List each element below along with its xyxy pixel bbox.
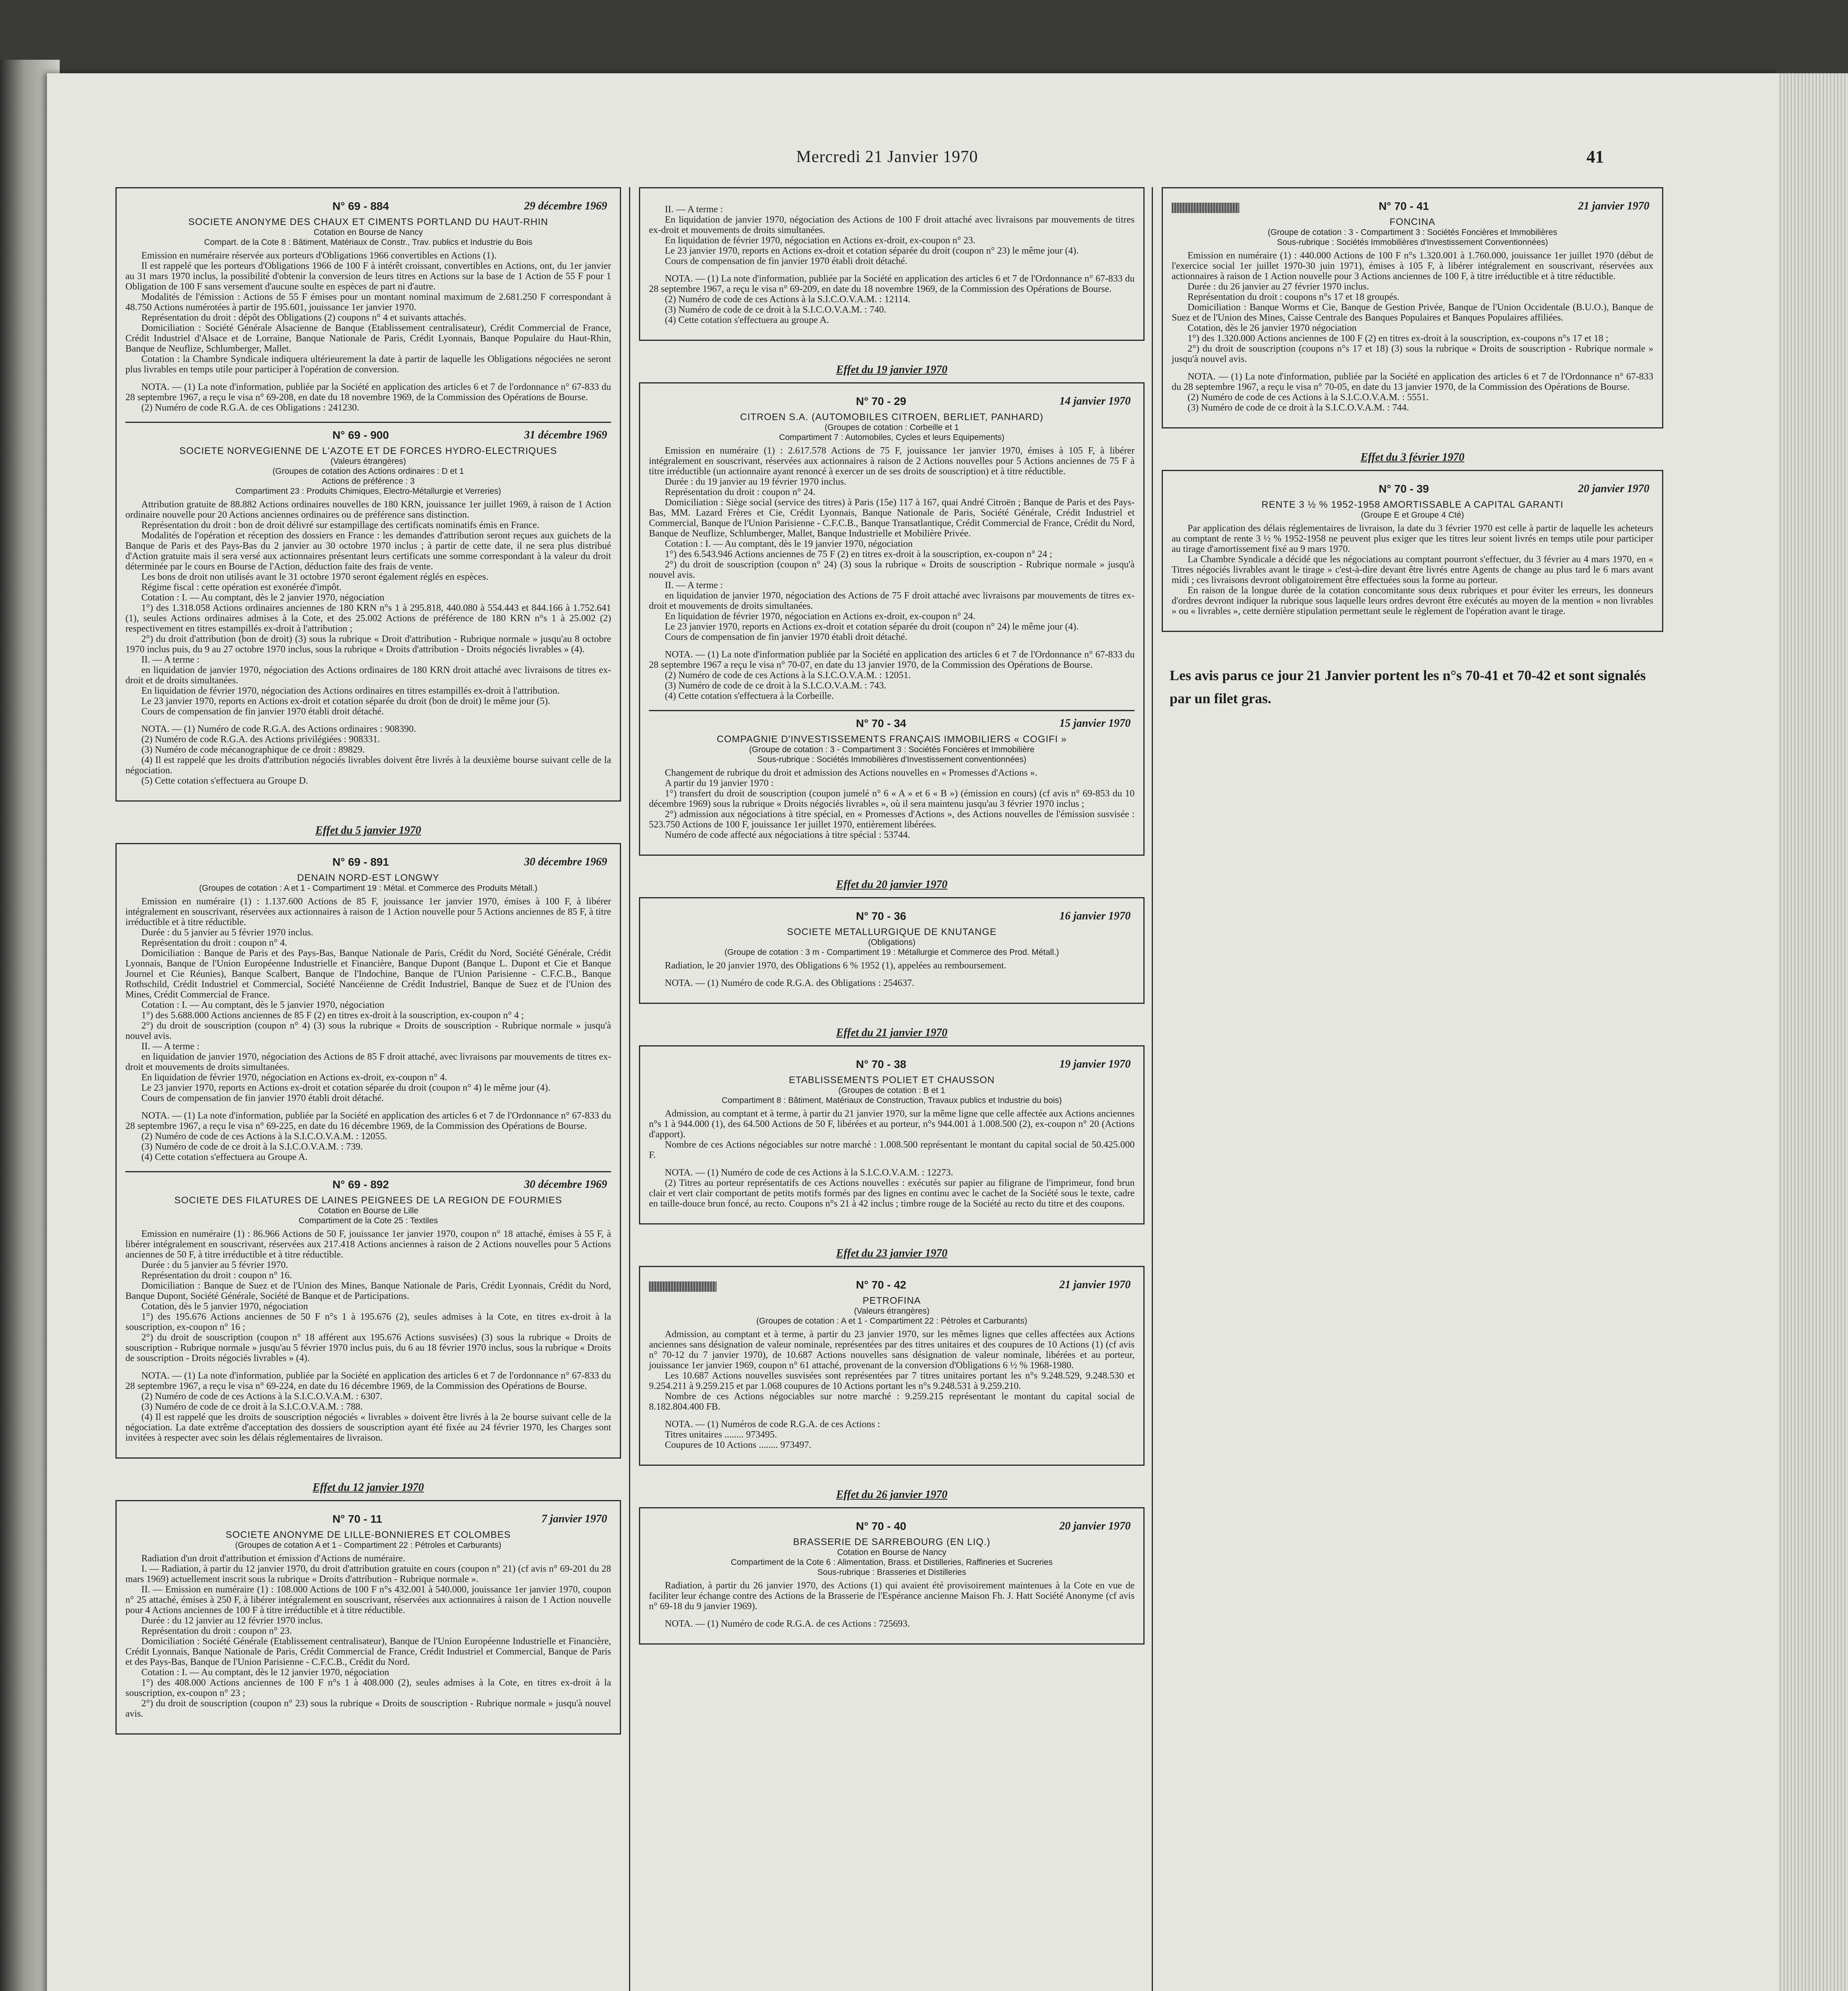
notice-number-row: [649, 396, 1135, 411]
cotation-group: Cotation en Bourse de Lille: [318, 1206, 419, 1215]
notice-number-row: [649, 718, 1135, 733]
notice-paragraph: II. — A terme :: [141, 655, 199, 665]
notice-number: N° 70 - 11: [332, 1513, 382, 1525]
company-name: SOCIETE ANONYME DES CHAUX ET CIMENTS PORTLAND DU HAUT-RHIN: [188, 217, 548, 227]
heavy-rule-mark: [649, 1281, 717, 1292]
column-1: [115, 187, 621, 1735]
notice-paragraph: Emission en numéraire (1) : 440.000 Actions de 100 F n°s 1.320.001 à 1.760.000, jouissance 1er juillet 1970 (début de l'exercice social 1er juillet 1970-30 juin 1971), émises à 105 F, à libérer intégralement en souscrivant, réservées aux actionnaires à raison de 1 Action nouvelle pour 3 Actions anciennes de 100 F, à titre irréductible et à titre réductible.: [1172, 250, 1653, 282]
notice-entry: [649, 711, 1135, 849]
page-number: 41: [1586, 147, 1604, 166]
notice-paragraph: A partir du 19 janvier 1970 :: [665, 778, 774, 788]
summary-notice: Les avis parus ce jour 21 Janvier portent les n°s 70-41 et 70-42 et sont signalés par un filet gras.: [1170, 667, 1646, 706]
notice-entry: [649, 1514, 1135, 1638]
nota-line: NOTA. — (1) La note d'information, publiée par la Société en application des articles 6 et 7 de l'Ordonnance n° 67-833 du 28 septembre 1967, a reçu le visa n° 69-225, en date du 16 décembre 1969, de la Commission des Opérations de Bourse.: [125, 1111, 611, 1131]
company-name: SOCIETE METALLURGIQUE DE KNUTANGE: [787, 927, 997, 937]
notice-date: 19 janvier 1970: [1059, 1058, 1131, 1070]
effet-heading: Effet du 3 février 1970: [1360, 451, 1465, 464]
notice-body: [649, 446, 1135, 642]
notice-box: [639, 897, 1145, 1004]
notice-paragraph: Numéro de code affecté aux négociations à titre spécial : 53744.: [665, 830, 910, 840]
notice-paragraph: Nombre de ces Actions négociables sur notre marché : 1.008.500 représentant le montant du capital social de 50.425.000 F.: [649, 1140, 1135, 1160]
notice-paragraph: Représentation du droit : bon de droit délivré sur estampillage des certificats nominatifs émis en France.: [141, 520, 539, 530]
notice-paragraph: en liquidation de janvier 1970, négociation des Actions de 85 F droit attaché, avec livraisons par mouvements de titres ex-droit et mouvements de droits simultanées.: [125, 1052, 611, 1072]
notice-paragraph: Représentation du droit : coupon n° 24.: [665, 487, 816, 497]
nota-line: (2) Numéro de code de ces Actions à la S.I.C.O.V.A.M. : 5551.: [1188, 392, 1429, 403]
nota-line: (3) Numéro de code de ce droit à la S.I.C.O.V.A.M. : 788.: [141, 1402, 363, 1412]
column-rule: [1152, 187, 1153, 1991]
notice-paragraph: Domiciliation : Banque de Paris et des Pays-Bas, Banque Nationale de Paris, Crédit du Nord, Société Générale, Crédit Lyonnais, Banque de l'Union Européenne Industrielle et Financière, Banque Dupont (Banque L. Dupont et Cie et Banque Journel et Cie Réunies), Banque Scalbert, Banque de l'Indochine, Banque de l'Union Parisienne - C.F.C.B., Banque Rothschild, Crédit Industriel et Commercial, Société Nancéienne de Crédit Industriel, Banque de Suez et de l'Union des Mines, Crédit Commercial de France.: [125, 948, 611, 1000]
notice-paragraph: Les bons de droit non utilisés avant le 31 octobre 1970 seront également réglés en espèces.: [141, 572, 488, 582]
notice-paragraph: 2°) admission aux négociations à titre spécial, en « Promesses d'Actions », des Actions nouvelles de l'émission susvisée : 523.750 Actions de 100 F, jouissance 1er juillet 1970, entièrement libérées.: [649, 809, 1135, 830]
notice-body: [125, 250, 611, 375]
notice-paragraph: Emission en numéraire (1) : 1.137.600 Actions de 85 F, jouissance 1er janvier 1970, émises à 100 F, à libérer intégralement en souscrivant, réservées aux actionnaires à raison de 1 Action nouvelle pour 5 Actions anciennes de 85 F, à titre irréductible et à titre réductible.: [125, 896, 611, 927]
notice-number: N° 69 - 891: [332, 856, 389, 868]
cotation-group: (Valeurs étrangères): [330, 457, 406, 466]
notice-number: N° 70 - 38: [856, 1058, 906, 1070]
nota-line: (2) Titres au porteur représentatifs de ces Actions nouvelles : exécutés sur papier au filigrane de l'imprimeur, fond brun clair et vert clair comportant de petits motifs formés par des lignes en continu avec le cachet de la Société sous le texte, cadre en taille-douce brun foncé, au recto. Coupons n°s 21 à 42 inclus ; timbre rouge de la Société au recto du titre et des coupons.: [649, 1178, 1135, 1209]
notice-paragraph: Domiciliation : Société Générale Alsacienne de Banque (Etablissement centralisateur), Crédit Commercial de France, Crédit Industriel d'Alsace et de Lorraine, Banque Nationale de Paris, Crédit Lyonnais, Banque Populaire du Haut-Rhin, Banque de Neuflize, Schlumberger, Mallet.: [125, 323, 611, 354]
notice-number-row: [1172, 201, 1653, 215]
notice-date: 31 décembre 1969: [524, 429, 607, 441]
notice-paragraph: en liquidation de janvier 1970, négociation des Actions de 75 F droit attaché avec livraisons par mouvements de titres ex-droit et mouvements de droits simultanées.: [649, 591, 1135, 611]
notice-notes: [125, 382, 611, 413]
notice-paragraph: Domiciliation : Siège social (service des titres) à Paris (15e) 117 à 167, quai André Citroën ; Banque de Paris et des Pays-Bas, MM. Lazard Frères et Cie, Crédit Lyonnais, Banque Nationale de Paris, Société Générale, Crédit Industriel et Commercial, Banque de l'Union Parisienne - C.F.C.B., Banque Transatlantique, Crédit Commercial de France, Crédit du Nord, Banque de Neuflize, Schlumberger, Mallet, Banque Industrielle et Mobilière Privée.: [649, 497, 1135, 539]
effet-heading: Effet du 20 janvier 1970: [836, 878, 947, 891]
nota-line: (4) Cette cotation s'effectuera au Groupe A.: [141, 1152, 308, 1162]
notice-body: [649, 204, 1135, 266]
notice-paragraph: 1°) des 408.000 Actions anciennes de 100 F n°s 1 à 408.000 (2), seules admises à la Cote, en titres ex-droit à la souscription, ex-coupon n° 23 ;: [125, 1678, 611, 1698]
nota-line: (3) Numéro de code de ce droit à la S.I.C.O.V.A.M. : 739.: [141, 1142, 363, 1152]
page-stack-edge: [1779, 73, 1848, 1991]
notice-paragraph: Durée : du 5 janvier au 5 février 1970 inclus.: [141, 927, 313, 938]
notice-number-row: [125, 1179, 611, 1194]
nota-line: (2) Numéro de code de ces Actions à la S.I.C.O.V.A.M. : 12055.: [141, 1131, 387, 1142]
notice-box: [115, 1500, 621, 1735]
nota-line: NOTA. — (1) Numéro de code de ces Actions à la S.I.C.O.V.A.M. : 12273.: [665, 1168, 953, 1178]
notice-paragraph: 2°) du droit de souscription (coupon n° 24) (3) sous la rubrique « Droits de souscription - Rubrique normale » jusqu'à nouvel avis.: [649, 559, 1135, 580]
company-name: SOCIETE NORVEGIENNE DE L'AZOTE ET DE FORCES HYDRO-ELECTRIQUES: [179, 446, 557, 456]
cotation-group: (Groupe de cotation : 3 - Compartiment 3 : Sociétés Foncières et Immobilière: [749, 745, 1035, 754]
notice-paragraph: Cotation : la Chambre Syndicale indiquera ultérieurement la date à partir de laquelle les Obligations négociées ne seront plus livrables en temps utile pour participer à l'opération de conversion.: [125, 354, 611, 375]
cotation-group: Cotation en Bourse de Nancy: [313, 228, 423, 237]
notice-paragraph: II. — A terme :: [665, 580, 723, 591]
notice-entry: [649, 1273, 1135, 1459]
notice-notes: [125, 724, 611, 786]
notice-paragraph: En raison de la longue durée de la cotation concomitante sous deux rubriques et pour éviter les erreurs, les donneurs d'ordres devront indiquer la rubrique sous laquelle leurs ordres devront être exécutés au moyen de la mention « non livrables » ou « livrables », cette dernière stipulation permettant seule le règlement de l'opération avant le tirage.: [1172, 585, 1653, 616]
notice-paragraph: En liquidation de février 1970, négociation en Actions ex-droit, ex-coupon n° 4.: [141, 1072, 447, 1083]
notice-notes: [649, 649, 1135, 701]
notice-entry: [125, 423, 611, 795]
notice-paragraph: en liquidation de janvier 1970, négociation des Actions ordinaires de 180 KRN droit attaché avec livraisons de titres ex-droit et de droits simultanées.: [125, 665, 611, 686]
notice-number-row: [649, 911, 1135, 925]
notice-box: [639, 382, 1145, 856]
notice-paragraph: Représentation du droit : coupons n°s 17 et 18 groupés.: [1188, 292, 1400, 302]
cotation-group: (Groupes de cotation : A et 1 - Compartiment 19 : Métal. et Commerce des Produits Métall.): [199, 884, 537, 893]
notice-notes: [649, 978, 1135, 988]
notice-entry: [125, 1507, 611, 1728]
notice-paragraph: 2°) du droit de souscription (coupon n° 23) sous la rubrique « Droits de souscription - Rubrique normale » jusqu'à nouvel avis.: [125, 1698, 611, 1719]
company-name: SOCIETE DES FILATURES DE LAINES PEIGNEES DE LA REGION DE FOURMIES: [174, 1195, 563, 1206]
notice-number: N° 70 - 34: [856, 717, 906, 730]
notice-body: [649, 1580, 1135, 1612]
nota-line: (5) Cette cotation s'effectuera au Groupe D.: [141, 776, 309, 786]
cotation-group: Sous-rubrique : Brasseries et Distilleries: [817, 1568, 966, 1577]
notice-paragraph: Représentation du droit : coupon n° 23.: [141, 1626, 292, 1636]
effet-heading: Effet du 12 janvier 1970: [313, 1481, 424, 1494]
notice-paragraph: Changement de rubrique du droit et admission des Actions nouvelles en « Promesses d'Actions ».: [665, 768, 1037, 778]
cotation-group: Compartiment 23 : Produits Chimiques, Electro-Métallurgie et Verreries): [235, 487, 501, 496]
cotation-group: Compartiment 8 : Bâtiment, Matériaux de Construction, Travaux publics et Industrie du bois): [721, 1096, 1062, 1105]
notice-number-row: [649, 1521, 1135, 1535]
notice-box: [1162, 470, 1663, 632]
cotation-group: (Groupes de cotation A et 1 - Compartiment 22 : Pétroles et Carburants): [235, 1541, 502, 1550]
notice-box: [639, 187, 1145, 341]
notice-paragraph: Modalités de l'opération et réception des dossiers en France : les demandes d'attribution seront reçues aux guichets de la Banque de Paris et des Pays-Bas du 2 janvier au 30 octobre 1970 inclus ; à partir de cette date, il ne sera plus distribué d'Action gratuite mais il sera versé aux actionnaires présentant leurs certificats une somme correspondant à la valeur du droit déterminée par le cours en Bourse de l'Action, déduction faite des frais de vente.: [125, 530, 611, 572]
nota-line: (3) Numéro de code de ce droit à la S.I.C.O.V.A.M. : 744.: [1188, 403, 1409, 413]
notice-paragraph: En liquidation de février 1970, négociation des Actions ordinaires en titres estampillés ex-droit à l'attribution.: [141, 686, 560, 696]
notice-box: [115, 187, 621, 802]
notice-paragraph: Cours de compensation de fin janvier 1970 établi droit détaché.: [665, 256, 908, 266]
notice-entry: [649, 904, 1135, 997]
notice-number: N° 70 - 40: [856, 1520, 906, 1532]
nota-line: NOTA. — (1) Numéros de code R.G.A. de ces Actions :: [665, 1419, 880, 1430]
notice-date: 15 janvier 1970: [1059, 717, 1131, 730]
notice-body: [649, 1329, 1135, 1412]
notice-entry: [649, 389, 1135, 711]
notice-paragraph: Durée : du 5 janvier au 5 février 1970.: [141, 1260, 288, 1270]
cotation-group: (Groupe de cotation : 3 m - Compartiment 19 : Métallurgie et Commerce des Prod. Métall.): [724, 948, 1059, 957]
notice-body: [649, 768, 1135, 840]
nota-line: NOTA. — (1) La note d'information, publiée par la Société en application des articles 6 et 7 de l'ordonnance n° 67-833 du 28 septembre 1967, a reçu le visa n° 69-224, en date du 16 décembre 1969, de la Commission des Opérations de Bourse.: [125, 1371, 611, 1391]
nota-line: (2) Numéro de code de ces Actions à la S.I.C.O.V.A.M. : 6307.: [141, 1391, 383, 1402]
notice-date: 14 janvier 1970: [1059, 395, 1131, 407]
notice-body: [1172, 250, 1653, 364]
notice-paragraph: 2°) du droit de souscription (coupon n° 4) (3) sous la rubrique « Droits de souscription - Rubrique normale » jusqu'à nouvel avis.: [125, 1021, 611, 1041]
nota-line: (3) Numéro de code de ce droit à la S.I.C.O.V.A.M. : 743.: [665, 681, 887, 691]
notice-date: 21 janvier 1970: [1059, 1279, 1131, 1291]
notice-paragraph: Cotation : I. — Au comptant, dès le 2 janvier 1970, négociation: [141, 593, 385, 603]
notice-paragraph: Le 23 janvier 1970, reports en Actions ex-droit et cotation séparée du droit (coupon n° 24) le même jour (4).: [665, 622, 1079, 632]
notice-number: N° 69 - 900: [332, 429, 389, 441]
notice-paragraph: 2°) du droit de souscription (coupon n° 18 afférent aux 195.676 Actions susvisées) (3) sous la rubrique « Droits de souscription - Rubrique normale » jusqu'au 5 février 1970 inclus puis, du 6 au 18 février 1970 inclus, sous la rubrique « Droits de souscription - Droits négociés livrables » (4).: [125, 1332, 611, 1363]
notice-body: [125, 896, 611, 1103]
cotation-group: Actions de préférence : 3: [322, 477, 415, 486]
notice-paragraph: Cours de compensation de fin janvier 1970 établi droit détaché.: [141, 1093, 384, 1103]
notice-number: N° 70 - 42: [856, 1279, 906, 1291]
cotation-group: (Groupe de cotation : 3 - Compartiment 3 : Sociétés Foncières et Immobilières: [1268, 228, 1557, 237]
cotation-group: (Valeurs étrangères): [854, 1306, 930, 1316]
notice-entry: [125, 1172, 611, 1452]
notice-paragraph: Domiciliation : Société Générale (Etablissement centralisateur), Banque de l'Union Européenne Industrielle et Financière, Crédit Lyonnais, Banque Nationale de Paris, Crédit Commercial de France, Crédit Industriel et Commercial, Banque de Paris et des Pays-Bas, Banque de l'Union Parisienne - C.F.C.B., Crédit du Nord.: [125, 1636, 611, 1667]
notice-date: 20 janvier 1970: [1059, 1520, 1131, 1532]
company-name: BRASSERIE DE SARREBOURG (EN LIQ.): [793, 1537, 990, 1547]
notice-number-row: [125, 201, 611, 215]
notice-paragraph: 1°) des 1.320.000 Actions anciennes de 100 F (2) en titres ex-droit à la souscription, ex-coupons n°s 17 et 18 ;: [1188, 333, 1608, 344]
notice-paragraph: En liquidation de février 1970, négociation en Actions ex-droit, ex-coupon n° 24.: [665, 611, 976, 622]
nota-line: (2) Numéro de code de ces Actions à la S.I.C.O.V.A.M. : 12114.: [665, 294, 910, 305]
notice-paragraph: I. — Radiation, à partir du 12 janvier 1970, du droit d'attribution gratuite en cours (coupon n° 21) (cf avis n° 69-201 du 28 mars 1969) actuellement inscrit sous la rubrique « Droits d'attribution - Rubrique normale ».: [125, 1564, 611, 1584]
nota-line: NOTA. — (1) La note d'information, publiée par la Société en application des articles 6 et 7 de l'Ordonnance n° 67-833 du 28 septembre 1967, a reçu le visa n° 70-05, en date du 13 janvier 1970, de la Commission des Opérations de Bourse.: [1172, 372, 1653, 392]
effet-heading: Effet du 26 janvier 1970: [836, 1488, 947, 1501]
notice-paragraph: 1°) des 1.318.058 Actions ordinaires anciennes de 180 KRN n°s 1 à 295.818, 440.080 à 554.443 et 844.166 à 1.752.641 (1), seules Actions ordinaires admises à la Cote, et des 25.002 Actions de préférence de 180 KRN n°s 1 à 25.002 (2) respectivement en titres estampillés ex-droit à l'attribution ;: [125, 603, 611, 634]
heavy-rule-mark: [1172, 203, 1239, 213]
notice-paragraph: Cotation, dès le 5 janvier 1970, négociation: [141, 1301, 308, 1312]
notice-paragraph: Cotation : I. — Au comptant, dès le 12 janvier 1970, négociation: [141, 1667, 389, 1678]
notice-date: 30 décembre 1969: [524, 1178, 607, 1191]
notice-paragraph: II. — Emission en numéraire (1) : 108.000 Actions de 100 F n°s 432.001 à 540.000, jouissance 1er janvier 1970, coupon n° 25 attaché, émises à 250 F, à libérer intégralement en souscrivant, réservées aux actionnaires à raison de 1 Action nouvelle pour 4 Actions anciennes de 100 F à titre irréductible et à titre réductible.: [125, 1584, 611, 1615]
cotation-group: (Groupes de cotation : Corbeille et 1: [824, 423, 959, 432]
notice-date: 16 janvier 1970: [1059, 910, 1131, 922]
notice-paragraph: Par application des délais réglementaires de livraison, la date du 3 février 1970 est celle à partir de laquelle les acheteurs au comptant de rente 3 ½ % 1952-1958 ne peuvent plus exiger que les titres leur soient livrés en temps utile pour participer au tirage d'amortissement fixé au 9 mars 1970.: [1172, 523, 1653, 554]
cotation-group: Sous-rubrique : Sociétés Immobilières d'Investissement conventionnées): [757, 755, 1027, 764]
notice-number: N° 70 - 29: [856, 395, 906, 407]
notice-number-row: [125, 430, 611, 444]
notice-notes: [125, 1111, 611, 1162]
nota-line: (4) Cette cotation s'effectuera au groupe A.: [665, 315, 829, 325]
notice-paragraph: En liquidation de février 1970, négociation en Actions ex-droit, ex-coupon n° 23.: [665, 235, 976, 246]
notice-notes: [1172, 372, 1653, 413]
notice-box: [639, 1045, 1145, 1224]
nota-line: (4) Cette cotation s'effectuera à la Corbeille.: [665, 691, 834, 701]
notice-box: [115, 843, 621, 1459]
notice-paragraph: Le 23 janvier 1970, reports en Actions ex-droit et cotation séparée du droit (coupon n° 4) le même jour (4).: [141, 1083, 551, 1093]
notice-paragraph: 1°) des 5.688.000 Actions anciennes de 85 F (2) en titres ex-droit à la souscription, ex-coupon n° 4 ;: [141, 1010, 524, 1021]
notice-paragraph: Représentation du droit : coupon n° 4.: [141, 938, 287, 948]
company-name: DENAIN NORD-EST LONGWY: [297, 872, 440, 883]
notice-paragraph: Admission, au comptant et à terme, à partir du 21 janvier 1970, sur la même ligne que celle affectée aux Actions anciennes n°s 1 à 944.000 (1), des 64.500 Actions de 50 F, libérées et au porteur, n°s 944.001 à 1.008.500 (2), ex-coupon n° 20 (Actions d'apport).: [649, 1109, 1135, 1140]
notice-date: 7 janvier 1970: [541, 1513, 607, 1525]
notice-paragraph: 2°) du droit d'attribution (bon de droit) (3) sous la rubrique « Droit d'attribution - Rubrique normale » jusqu'au 8 octobre 1970 inclus puis, du 9 au 27 octobre 1970 inclus, sous la rubrique « Droits d'attribution - Droits négociés livrables » (4).: [125, 634, 611, 655]
notice-paragraph: Cours de compensation de fin janvier 1970 établi droit détaché.: [665, 632, 908, 642]
notice-date: 30 décembre 1969: [524, 856, 607, 868]
cotation-group: Cotation en Bourse de Nancy: [837, 1548, 947, 1557]
notice-notes: [125, 1371, 611, 1443]
notice-date: 21 janvier 1970: [1578, 200, 1649, 212]
column-2: [639, 187, 1145, 1645]
cotation-group: (Obligations): [868, 938, 916, 947]
notice-paragraph: 1°) des 6.543.946 Actions anciennes de 75 F (2) en titres ex-droit à la souscription, ex-coupon n° 24 ;: [665, 549, 1052, 559]
effet-heading: Effet du 5 janvier 1970: [315, 824, 421, 837]
notice-entry: [649, 194, 1135, 334]
notice-entry: [649, 1052, 1135, 1218]
notice-body: [125, 1229, 611, 1363]
notice-paragraph: Régime fiscal : cette opération est exonérée d'impôt.: [141, 582, 342, 593]
column-3: [1162, 187, 1663, 710]
nota-line: (2) Numéro de code de ces Actions à la S.I.C.O.V.A.M. : 12051.: [665, 670, 911, 681]
nota-line: NOTA. — (1) La note d'information, publiée par la Société en application des articles 6 et 7 de l'ordonnance n° 67-833 du 28 septembre 1967, a reçu le visa n° 69-208, en date du 18 novembre 1969, de la Commission des Opérations de Bourse.: [125, 382, 611, 403]
notice-number-row: [125, 1514, 611, 1528]
nota-line: (4) Il est rappelé que les droits de souscription négociés « livrables » doivent être livrés à la 2e bourse suivant celle de la négociation. La date extrême d'acceptation des dossiers de souscription ayant été fixée au 24 février 1970, les Charges sont invitées à respecter avec soin les délais réglementaires de livraison.: [125, 1412, 611, 1443]
notice-paragraph: 1°) transfert du droit de souscription (coupon jumelé n° 6 « A » et 6 « B ») (émission en cours) (cf avis n° 69-853 du 10 décembre 1969) sous la rubrique « Droits négociés livrables », où il sera maintenu jusqu'au 3 février 1970 inclus ;: [649, 788, 1135, 809]
notice-paragraph: Cours de compensation de fin janvier 1970 établi droit détaché.: [141, 706, 384, 717]
notice-paragraph: Admission, au comptant et à terme, à partir du 23 janvier 1970, sur les mêmes lignes que celles affectées aux Actions anciennes sans désignation de valeur nominale, représentées par des titres unitaires et des coupures de 10 Actions (1) (cf avis n° 70-12 du 7 janvier 1970), de 10.687 Actions nouvelles sans désignation de valeur nominale, libérées et au porteur, jouissance 1er janvier 1969, coupon n° 61 attaché, provenant de la conversion d'Obligations 6 ½ % 1968-1980.: [649, 1329, 1135, 1371]
company-name: RENTE 3 ½ % 1952-1958 AMORTISSABLE A CAPITAL GARANTI: [1261, 499, 1564, 510]
running-header-date: Mercredi 21 Janvier 1970: [796, 148, 978, 166]
notice-paragraph: En liquidation de janvier 1970, négociation des Actions de 100 F droit attaché avec livraisons par mouvements de titres ex-droit et mouvements de droits simultanées.: [649, 215, 1135, 235]
notice-number-row: [1172, 484, 1653, 498]
notice-paragraph: Représentation du droit : dépôt des Obligations (2) coupons n° 4 et suivants attachés.: [141, 313, 467, 323]
notice-number-row: [649, 1059, 1135, 1074]
cotation-group: Sous-rubrique : Sociétés Immobilières d'Investissement Conventionnées): [1277, 238, 1548, 247]
cotation-group: (Groupes de cotation : A et 1 - Compartiment 22 : Pétroles et Carburants): [756, 1316, 1028, 1326]
notice-paragraph: Domiciliation : Banque de Suez et de l'Union des Mines, Banque Nationale de Paris, Crédit Lyonnais, Crédit du Nord, Banque Dupont, Société Générale, Société de Banque et de Participations.: [125, 1281, 611, 1301]
notice-notes: [649, 1168, 1135, 1209]
notice-entry: [1172, 477, 1653, 625]
notice-paragraph: II. — A terme :: [141, 1041, 199, 1052]
notice-paragraph: Représentation du droit : coupon n° 16.: [141, 1270, 292, 1281]
cotation-group: (Groupes de cotation des Actions ordinaires : D et 1: [272, 467, 464, 476]
notice-entry: [1172, 194, 1653, 422]
company-name: ETABLISSEMENTS POLIET ET CHAUSSON: [789, 1075, 995, 1085]
effet-heading: Effet du 23 janvier 1970: [836, 1247, 947, 1260]
notice-body: [1172, 523, 1653, 616]
notice-number: N° 69 - 892: [332, 1178, 389, 1191]
notice-paragraph: 1°) des 195.676 Actions anciennes de 50 F n°s 1 à 195.676 (2), seules admises à la Cote, en titres ex-droit à la souscription, ex-coupon n° 16 ;: [125, 1312, 611, 1332]
column-rule: [629, 187, 630, 1991]
nota-line: NOTA. — (1) La note d'information, publiée par la Société en application des articles 6 et 7 de l'Ordonnance n° 67-833 du 28 septembre 1967, a reçu le visa n° 69-209, en date du 18 novembre 1969, de la Commission des Opérations de Bourse.: [649, 274, 1135, 294]
nota-line: (4) Il est rappelé que les droits d'attribution négociés livrables doivent être livrés à la deuxième bourse suivant celle de la négociation.: [125, 755, 611, 776]
notice-paragraph: Durée : du 19 janvier au 19 février 1970 inclus.: [665, 477, 846, 487]
cotation-group: Compart. de la Cote 8 : Bâtiment, Matériaux de Constr., Trav. publics et Industrie du Bois: [204, 238, 533, 247]
notice-number-row: [125, 857, 611, 871]
notice-paragraph: 2°) du droit de souscription (coupons n°s 17 et 18) (3) sous la rubrique « Droits de souscription - Rubrique normale » jusqu'à nouvel avis.: [1172, 344, 1653, 364]
notice-notes: [649, 274, 1135, 325]
notice-paragraph: Cotation : I. — Au comptant, dès le 19 janvier 1970, négociation: [665, 539, 913, 549]
nota-line: NOTA. — (1) Numéro de code R.G.A. des Actions ordinaires : 908390.: [141, 724, 416, 734]
notice-paragraph: Radiation, le 20 janvier 1970, des Obligations 6 % 1952 (1), appelées au remboursement.: [665, 960, 1006, 971]
notice-paragraph: Cotation : I. — Au comptant, dès le 5 janvier 1970, négociation: [141, 1000, 385, 1010]
notice-paragraph: Domiciliation : Banque Worms et Cie, Banque de Gestion Privée, Banque de l'Union Occidentale (B.U.O.), Banque de Suez et de l'Union des Mines, Caisse Centrale des Banques Populaires et Banques Populaires affiliées.: [1172, 302, 1653, 323]
nota-line: (2) Numéro de code R.G.A. de ces Obligations : 241230.: [141, 403, 359, 413]
notice-number: N° 70 - 41: [1379, 200, 1429, 212]
notice-paragraph: Nombre de ces Actions négociables sur notre marché : 9.259.215 représentant le montant du capital social de 8.182.804.400 FB.: [649, 1391, 1135, 1412]
nota-line: NOTA. — (1) Numéro de code R.G.A. des Obligations : 254637.: [665, 978, 914, 988]
nota-line: (3) Numéro de code mécanographique de ce droit : 89829.: [141, 745, 365, 755]
cotation-group: Compartiment de la Cote 6 : Alimentation, Brass. et Distilleries, Raffineries et Sucreries: [731, 1558, 1053, 1567]
nota-line: Coupures de 10 Actions ........ 973497.: [665, 1440, 811, 1450]
notice-number-row: [649, 1280, 1135, 1294]
notice-box: [1162, 187, 1663, 428]
nota-line: NOTA. — (1) La note d'information publiée par la Société en application des articles 6 et 7 de l'Ordonnance n° 67-833 du 28 septembre 1967 a reçu le visa n° 70-07, en date du 13 janvier 1970, de la Commission des Opérations de Bourse.: [649, 649, 1135, 670]
nota-line: NOTA. — (1) Numéro de code R.G.A. de ces Actions : 725693.: [665, 1619, 910, 1629]
notice-paragraph: Emission en numéraire (1) : 2.617.578 Actions de 75 F, jouissance 1er janvier 1970, émises à 105 F, à libérer intégralement en souscrivant, réservées aux actionnaires à raison de 2 Actions nouvelles pour 5 Actions anciennes de 75 F à titre irréductible (un actionnaire ayant renoncé à exercer un de ses droits de souscription) et à titre réductible.: [649, 446, 1135, 477]
notice-paragraph: Cotation, dès le 26 janvier 1970 négociation: [1188, 323, 1357, 333]
company-name: COMPAGNIE D'INVESTISSEMENTS FRANÇAIS IMMOBILIERS « COGIFI »: [717, 734, 1067, 745]
notice-paragraph: Durée : du 12 janvier au 12 février 1970 inclus.: [141, 1615, 323, 1626]
cotation-group: (Groupe E et Groupe 4 Cté): [1361, 510, 1464, 520]
nota-line: (2) Numéro de code R.G.A. des Actions privilégiées : 908331.: [141, 734, 380, 745]
effet-heading: Effet du 19 janvier 1970: [836, 364, 947, 376]
nota-line: Titres unitaires ........ 973495.: [665, 1430, 777, 1440]
company-name: SOCIETE ANONYME DE LILLE-BONNIERES ET COLOMBES: [225, 1529, 511, 1540]
notice-number: N° 69 - 884: [332, 200, 389, 212]
notice-notes: [649, 1619, 1135, 1629]
notice-paragraph: Emission en numéraire réservée aux porteurs d'Obligations 1966 convertibles en Actions (1).: [141, 250, 497, 261]
notice-paragraph: Radiation, à partir du 26 janvier 1970, des Actions (1) qui avaient été provisoirement maintenues à la Cote en vue de faciliter leur échange contre des Actions de la Brasserie de l'Espérance ancienne Maison Fh. J. Hatt Société Anonyme (cf avis n° 69-18 du 9 janvier 1969).: [649, 1580, 1135, 1612]
notice-box: [639, 1507, 1145, 1645]
cotation-group: (Groupes de cotation : B et 1: [838, 1086, 945, 1095]
notice-entry: [125, 850, 611, 1172]
notice-paragraph: Durée : du 26 janvier au 27 février 1970 inclus.: [1188, 282, 1369, 292]
cotation-group: Compartiment 7 : Automobiles, Cycles et leurs Equipements): [779, 433, 1005, 442]
notice-body: [649, 960, 1135, 971]
company-name: PETROFINA: [862, 1295, 921, 1306]
notice-paragraph: Le 23 janvier 1970, reports en Actions ex-droit et cotation séparée du droit (coupon n° 23) le même jour (4).: [665, 246, 1079, 256]
notice-box: [639, 1266, 1145, 1466]
notice-paragraph: Attribution gratuite de 88.882 Actions ordinaires nouvelles de 180 KRN, jouissance 1er juillet 1969, à raison de 1 Action ordinaire nouvelle pour 20 Actions anciennes ordinaires ou de préférence sans distinction.: [125, 499, 611, 520]
notice-date: 29 décembre 1969: [524, 200, 607, 212]
notice-number: N° 70 - 39: [1379, 483, 1429, 495]
effet-heading: Effet du 21 janvier 1970: [836, 1027, 947, 1039]
notice-paragraph: Les 10.687 Actions nouvelles susvisées sont représentées par 7 titres unitaires portant les n°s 9.248.529, 9.248.530 et 9.254.211 à 9.259.215 et par 1.068 coupures de 10 Actions portant les n°s 9.248.531 à 9.259.210.: [649, 1371, 1135, 1391]
company-name: CITROEN S.A. (AUTOMOBILES CITROEN, BERLIET, PANHARD): [740, 412, 1043, 422]
notice-date: 20 janvier 1970: [1578, 483, 1649, 495]
nota-line: (3) Numéro de code de ce droit à la S.I.C.O.V.A.M. : 740.: [665, 305, 887, 315]
notice-body: [125, 1553, 611, 1719]
notice-paragraph: Emission en numéraire (1) : 86.966 Actions de 50 F, jouissance 1er janvier 1970, coupon n° 18 attaché, émises à 55 F, à libérer intégralement en souscrivant, réservées aux 217.418 Actions anciennes à raison de 2 Actions nouvelles pour 5 Actions anciennes de 50 F, à titre irréductible et à titre réductible.: [125, 1229, 611, 1260]
notice-paragraph: Radiation d'un droit d'attribution et émission d'Actions de numéraire.: [141, 1553, 405, 1564]
cotation-group: Compartiment de la Cote 25 : Textiles: [299, 1216, 438, 1225]
notice-body: [649, 1109, 1135, 1160]
notice-entry: [125, 194, 611, 423]
notice-paragraph: Modalités de l'émission : Actions de 55 F émises pour un montant nominal maximum de 2.681.250 F correspondant à 48.750 Actions numérotées à partir de 195.601, jouissance 1er janvier 1970.: [125, 292, 611, 313]
notice-paragraph: II. — A terme :: [665, 204, 723, 215]
notice-notes: [649, 1419, 1135, 1450]
company-name: FONCINA: [1389, 217, 1436, 227]
notice-body: [125, 499, 611, 717]
notice-paragraph: La Chambre Syndicale a décidé que les négociations au comptant pourront s'effectuer, du 3 février au 4 mars 1970, en « Titres négociés livrables avant le tirage » c'est-à-dire devant être livrés entre Agents de change au plus tard le 6 mars avant midi ; ces livraisons devront obligatoirement être effectuées sous la forme au porteur.: [1172, 554, 1653, 585]
notice-paragraph: Il est rappelé que les porteurs d'Obligations 1966 de 100 F à intérêt croissant, convertibles en Actions, ont, du 1er janvier au 31 mars 1970 inclus, la possibilité d'obtenir la conversion de leurs titres en Actions sur la base de 1 Action de 55 F pour 1 Obligation de 100 F sans versement d'aucune soulte en espèces de part ni d'autre.: [125, 261, 611, 292]
notice-number: N° 70 - 36: [856, 910, 906, 922]
notice-paragraph: Le 23 janvier 1970, reports en Actions ex-droit et cotation séparée du droit (bon de droit) le même jour (5).: [141, 696, 551, 706]
